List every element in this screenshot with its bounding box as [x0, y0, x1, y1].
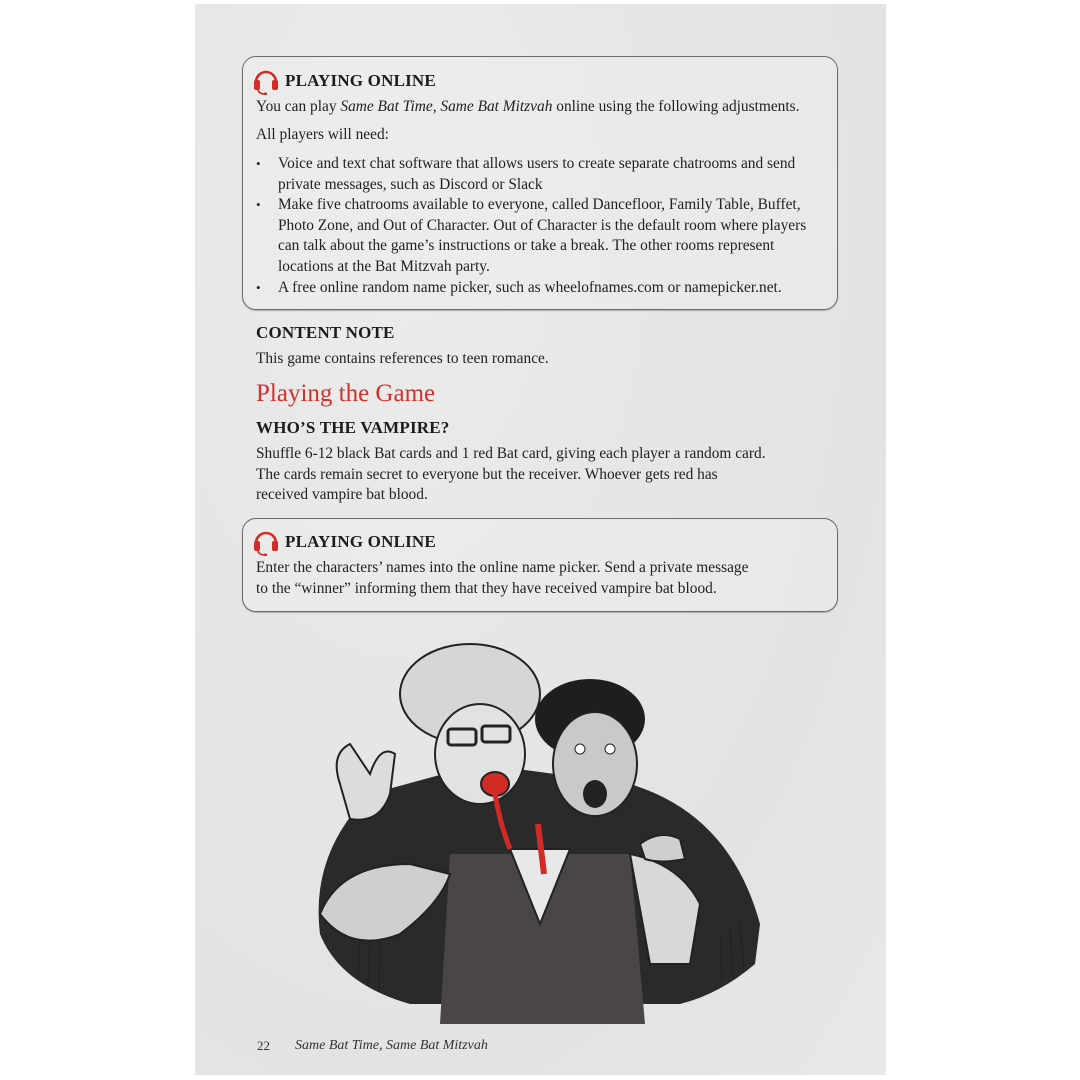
- book-page: [195, 4, 886, 1075]
- paragraph-line: received vampire bat blood.: [256, 486, 428, 504]
- list-item: • Voice and text chat software that allows users to create separate chatrooms and send private messages, such as Discord or Slack: [256, 154, 816, 195]
- box-title: PLAYING ONLINE: [285, 71, 436, 90]
- online-intro: [256, 97, 800, 118]
- list-item: • A free online random name picker, such as wheelofnames.com or namepicker.net.: [256, 278, 816, 299]
- running-title: Same Bat Time, Same Bat Mitzvah: [295, 1038, 488, 1053]
- subheading: WHO’S THE VAMPIRE?: [256, 418, 450, 437]
- content-note-text: This game contains references to teen romance.: [256, 350, 549, 367]
- intro-suffix: online using the following adjustments.: [552, 98, 800, 115]
- content-note-heading: CONTENT NOTE: [256, 323, 395, 342]
- paragraph-line: Shuffle 6-12 black Bat cards and 1 red Bat card, giving each player a random card.: [256, 445, 766, 462]
- book-title-italic: Same Bat Time, Same Bat Mitzvah: [340, 98, 553, 115]
- headset-icon: [253, 528, 279, 556]
- playing-online-header: [253, 528, 436, 556]
- instruction-line: to the “winner” informing them that they have received vampire bat blood.: [256, 579, 717, 597]
- playing-online-header: [253, 67, 436, 95]
- online-instructions: [256, 558, 748, 599]
- needs-label: All players will need:: [256, 126, 389, 143]
- vampire-illustration: [300, 634, 780, 1034]
- paragraph-line: The cards remain secret to everyone but the receiver. Whoever gets red has: [256, 465, 718, 483]
- section-title: Playing the Game: [256, 380, 436, 407]
- page-number: 22: [257, 1038, 270, 1053]
- instruction-line: Enter the characters’ names into the online name picker. Send a private message: [256, 559, 749, 576]
- list-item: • Make five chatrooms available to everyone, called Dancefloor, Family Table, Buffet, Photo Zone, and Out of Character. Out of Character is the default room where players can talk about the game’s instructions or take a break. The other rooms represent locations at the Bat Mitzvah party.: [256, 195, 816, 277]
- section-paragraph: [256, 444, 766, 506]
- requirements-list: [256, 154, 816, 298]
- intro-prefix: You can play: [256, 98, 341, 115]
- box-title: PLAYING ONLINE: [285, 532, 436, 551]
- headset-icon: [253, 67, 279, 95]
